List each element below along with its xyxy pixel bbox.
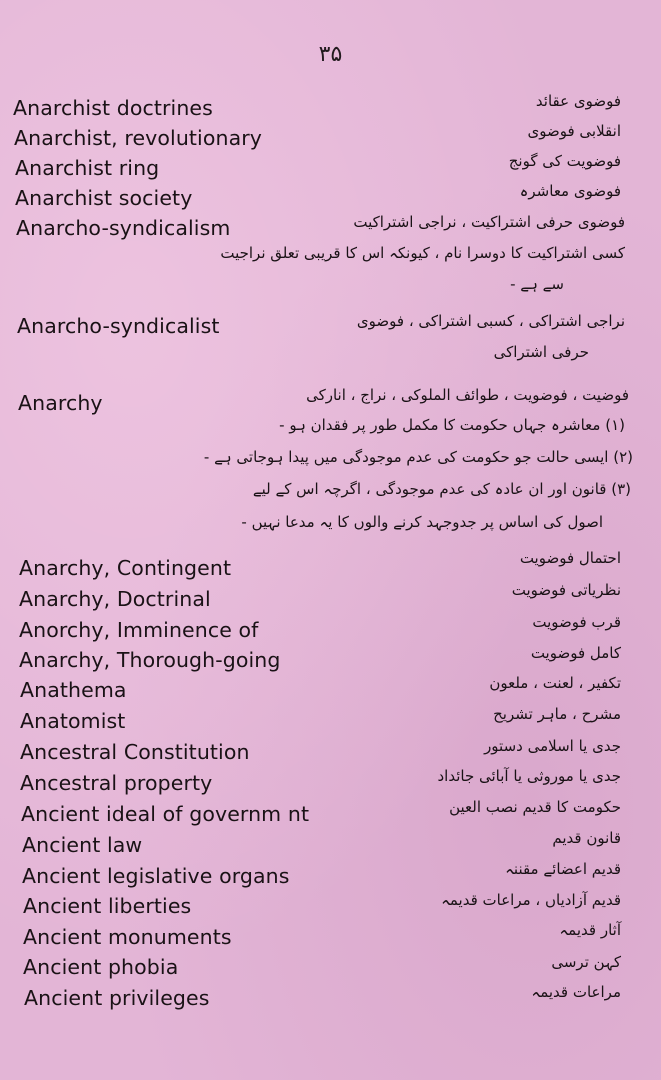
entry-term: Anarcho-syndicalist	[17, 314, 220, 338]
entry-translation: قرب فوضویت	[532, 613, 621, 631]
entry-term: Anarchy	[18, 391, 103, 415]
entry-term: Ancient ideal of governm nt	[21, 802, 310, 826]
entry-translation: تکفیر ، لعنت ، ملعون	[489, 674, 621, 692]
entry-term: Ancient law	[22, 833, 143, 857]
entry-translation: قدیم اعضائے مقننہ	[505, 860, 621, 878]
entry-translation: فوضوی حرفی اشتراکیت ، نراجی اشتراکیت	[353, 213, 625, 231]
entry-translation: آثار قدیمہ	[559, 921, 621, 939]
entry-translation: فوضوی معاشرہ	[519, 182, 621, 200]
entry-translation: نراجی اشتراکی ، کسبی اشتراکی ، فوضوی	[356, 312, 625, 330]
entry-translation: حکومت کا قدیم نصب العین	[449, 798, 621, 816]
entry-term: Ancestral property	[20, 771, 213, 795]
page-number: ۳۵	[318, 42, 343, 67]
entry-translation: قانون قدیم	[552, 829, 621, 847]
entry-term: Ancient privileges	[24, 986, 210, 1010]
entry-translation: کہن ترسی	[551, 953, 621, 971]
entry-term: Anarcho-syndicalism	[16, 216, 231, 240]
entry-term: Ancient phobia	[23, 955, 179, 979]
entry-translation: کامل فوضویت	[530, 644, 621, 662]
entry-translation: نظریاتی فوضویت	[511, 581, 621, 599]
entry-translation-cont: (۱) معاشرہ جہاں حکومت کا مکمل طور پر فقدان ہو -	[279, 416, 625, 434]
entry-translation-cont: (۳) قانون اور ان عادہ کی عدم موجودگی ، اگرچہ اس کے لیے	[252, 480, 631, 498]
entry-translation-cont: سے ہے -	[510, 275, 564, 293]
entry-term: Anarchist doctrines	[13, 96, 213, 120]
entry-translation: قدیم آزادیاں ، مراعات قدیمہ	[441, 891, 621, 909]
entry-translation: جدی یا موروثی یا آبائی جائداد	[437, 767, 621, 785]
entry-term: Anarchy, Doctrinal	[19, 587, 211, 611]
entry-term: Ancient liberties	[23, 894, 192, 918]
entry-term: Anarchy, Thorough-going	[19, 648, 281, 672]
entry-translation-cont: (۲) ایسی حالت جو حکومت کی عدم موجودگی میں پیدا ہوجاتی ہے -	[203, 448, 633, 466]
entry-term: Anarchy, Contingent	[19, 556, 232, 580]
entry-translation-cont: حرفی اشتراکی	[493, 343, 589, 361]
entry-translation: مراعات قدیمہ	[531, 983, 621, 1001]
entry-translation: مشرح ، ماہر تشریح	[493, 705, 621, 723]
entry-translation: جدی یا اسلامی دستور	[484, 737, 621, 755]
entry-term: Anarchist society	[15, 186, 193, 210]
entry-translation: احتمال فوضویت	[519, 549, 621, 567]
entry-translation: فوضیت ، فوضویت ، طوائف الملوکی ، نراج ، انارکی	[306, 386, 629, 404]
entry-term: Anorchy, Imminence of	[19, 618, 259, 642]
entry-term: Anarchist, revolutionary	[14, 126, 263, 150]
entry-translation-cont: کسی اشتراکیت کا دوسرا نام ، کیونکہ اس کا قریبی تعلق نراجیت	[220, 244, 625, 262]
entry-translation: فوضوی عقائد	[535, 92, 621, 110]
entry-translation-cont: اصول کی اساس پر جدوجہد کرنے والوں کا یہ مدعا نہیں -	[241, 513, 603, 531]
entry-term: Anathema	[20, 678, 127, 702]
entry-term: Ancient legislative organs	[22, 864, 290, 888]
entry-term: Anatomist	[20, 709, 126, 733]
entry-term: Ancient monuments	[23, 925, 232, 949]
entry-translation: انقلابی فوضوی	[527, 122, 621, 140]
entry-translation: فوضویت کی گونج	[508, 152, 621, 170]
entry-term: Ancestral Constitution	[20, 740, 250, 764]
entry-term: Anarchist ring	[15, 156, 160, 180]
